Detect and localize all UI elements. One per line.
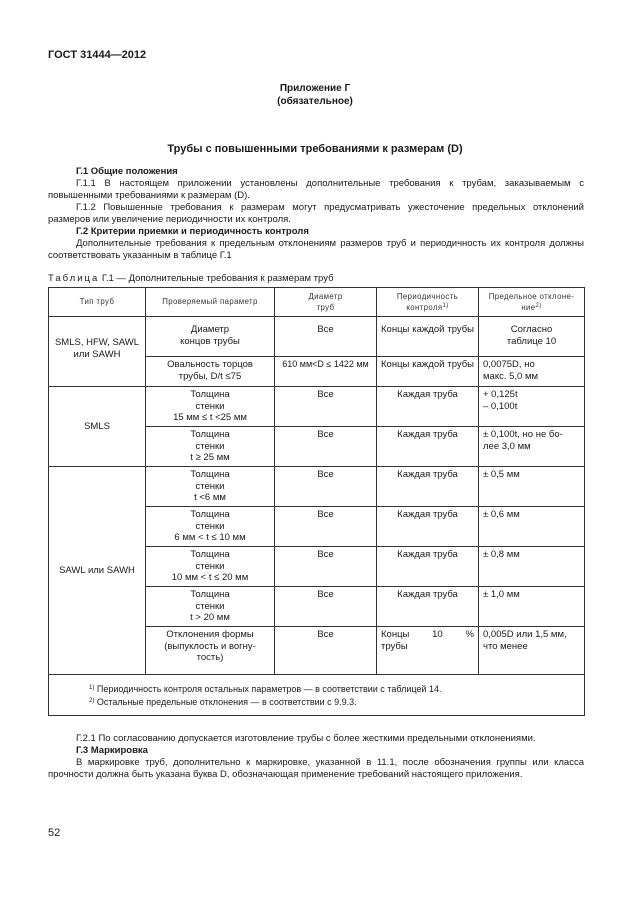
heading-g3: Г.3 Маркировка xyxy=(76,745,148,756)
section-title: Трубы с повышенными требованиями к размерам (D) xyxy=(167,143,463,155)
table-caption xyxy=(48,273,334,284)
paragraph-g12: Г.1.2 Повышенные требования к размерам могут предусматривать ужесточение предельных отклонений размеров или увеличение периодичности их контроля. xyxy=(48,202,584,225)
limit-cell: ± 0,5 мм xyxy=(479,467,585,507)
diameter-cell: Все xyxy=(275,587,377,627)
annex-title: Приложение Г xyxy=(279,83,351,94)
diameter-cell: 610 мм<D ≤ 1422 мм xyxy=(275,357,377,387)
table-row xyxy=(49,467,585,507)
header-pipe-type: Тип труб xyxy=(49,288,146,317)
periodicity-cell: Каждая труба xyxy=(377,427,479,467)
param-cell: Толщина стенки 15 мм ≤ t <25 мм xyxy=(146,387,275,427)
diameter-cell: Все xyxy=(275,427,377,467)
limit-cell: Согласно таблице 10 xyxy=(479,317,585,357)
annex-status: (обязательное) xyxy=(277,96,353,107)
diameter-cell: Все xyxy=(275,507,377,547)
table-notes xyxy=(49,675,585,716)
periodicity-cell: Концы каждой трубы xyxy=(377,357,479,387)
periodicity-cell: Каждая труба xyxy=(377,507,479,547)
diameter-cell: Все xyxy=(275,317,377,357)
param-cell: Толщина стенки t > 20 мм xyxy=(146,587,275,627)
param-cell: Диаметр концов трубы xyxy=(146,317,275,357)
heading-g1: Г.1 Общие положения xyxy=(76,166,178,177)
limit-cell: 0,005D или 1,5 мм, что менее xyxy=(479,627,585,675)
periodicity-cell: Каждая труба xyxy=(377,467,479,507)
note-1: $^{1)}$ Периодичность контроля остальных параметров — в соответствии с таблицей 14. xyxy=(89,684,442,694)
limit-cell: ± 0,8 мм xyxy=(479,547,585,587)
limit-cell: ± 0,6 мм xyxy=(479,507,585,547)
heading-g2: Г.2 Критерии приемки и периодичность контроля xyxy=(76,226,309,237)
param-cell: Отклонения формы (выпуклость и вогну- тость) xyxy=(146,627,275,675)
limit-cell: ± 0,100t, но не бо- лее 3,0 мм xyxy=(479,427,585,467)
table-row xyxy=(49,317,585,357)
periodicity-cell: Каждая труба xyxy=(377,547,479,587)
diameter-cell: Все xyxy=(275,627,377,675)
diameter-cell: Все xyxy=(275,467,377,507)
param-cell: Толщина стенки t <6 мм xyxy=(146,467,275,507)
diameter-cell: Все xyxy=(275,387,377,427)
periodicity-cell: Каждая труба xyxy=(377,587,479,627)
paragraph-g11: Г.1.1 В настоящем приложении установлены дополнительные требования к трубам, заказываемым с повышенными требованиями к размерам (D). xyxy=(48,178,584,201)
param-cell: Толщина стенки 6 мм < t ≤ 10 мм xyxy=(146,507,275,547)
periodicity-cell: Каждая труба xyxy=(377,387,479,427)
group-label: SAWL или SAWH xyxy=(49,467,146,675)
table-caption-text: Г.1 — Дополнительные требования к размерам труб xyxy=(101,273,334,284)
limit-cell: + 0,125t – 0,100t xyxy=(479,387,585,427)
standard-code: ГОСТ 31444—2012 xyxy=(48,49,147,61)
note-2: $^{2)}$ Остальные предельные отклонения — в соответствии с 9.9.3. xyxy=(89,697,357,707)
header-parameter: Проверяемый параметр xyxy=(146,288,275,317)
group-label: SMLS, HFW, SAWL или SAWH xyxy=(49,317,146,387)
group-label: SMLS xyxy=(49,387,146,467)
table-header-row xyxy=(49,288,585,317)
limit-cell: ± 1,0 мм xyxy=(479,587,585,627)
paragraph-g3: В маркировке труб, дополнительно к маркировке, указанной в 11.1, после обозначения группы или класса прочности должна быть указана буква D, обозначающая применение требований настоящего приложения. xyxy=(48,757,584,780)
notes-cell xyxy=(49,675,585,716)
header-diameter: Диаметр труб xyxy=(275,288,377,317)
header-periodicity: Периодичность контроля$^{1)}$ xyxy=(377,288,479,317)
periodicity-cell: Концы 10 % трубы xyxy=(377,627,479,675)
paragraph-g21: Г.2.1 По согласованию допускается изготовление трубы с более жесткими предельными отклонениями. xyxy=(76,733,536,744)
page-number: 52 xyxy=(48,827,61,839)
table-caption-word: Таблица xyxy=(48,273,100,284)
limit-cell: 0,0075D, но макс. 5,0 мм xyxy=(479,357,585,387)
param-cell: Толщина стенки 10 мм < t ≤ 20 мм xyxy=(146,547,275,587)
table-row xyxy=(49,387,585,427)
param-cell: Овальность торцов трубы, D/t ≤75 xyxy=(146,357,275,387)
header-limit: Предельное отклоне- ние$^{2)}$ xyxy=(479,288,585,317)
diameter-cell: Все xyxy=(275,547,377,587)
requirements-table xyxy=(48,287,585,716)
paragraph-g2: Дополнительные требования к предельным отклонениям размеров труб и периодичность их контроля должны соответствовать указанным в таблице Г.1 xyxy=(48,238,584,261)
periodicity-cell: Концы каждой трубы xyxy=(377,317,479,357)
param-cell: Толщина стенки t ≥ 25 мм xyxy=(146,427,275,467)
